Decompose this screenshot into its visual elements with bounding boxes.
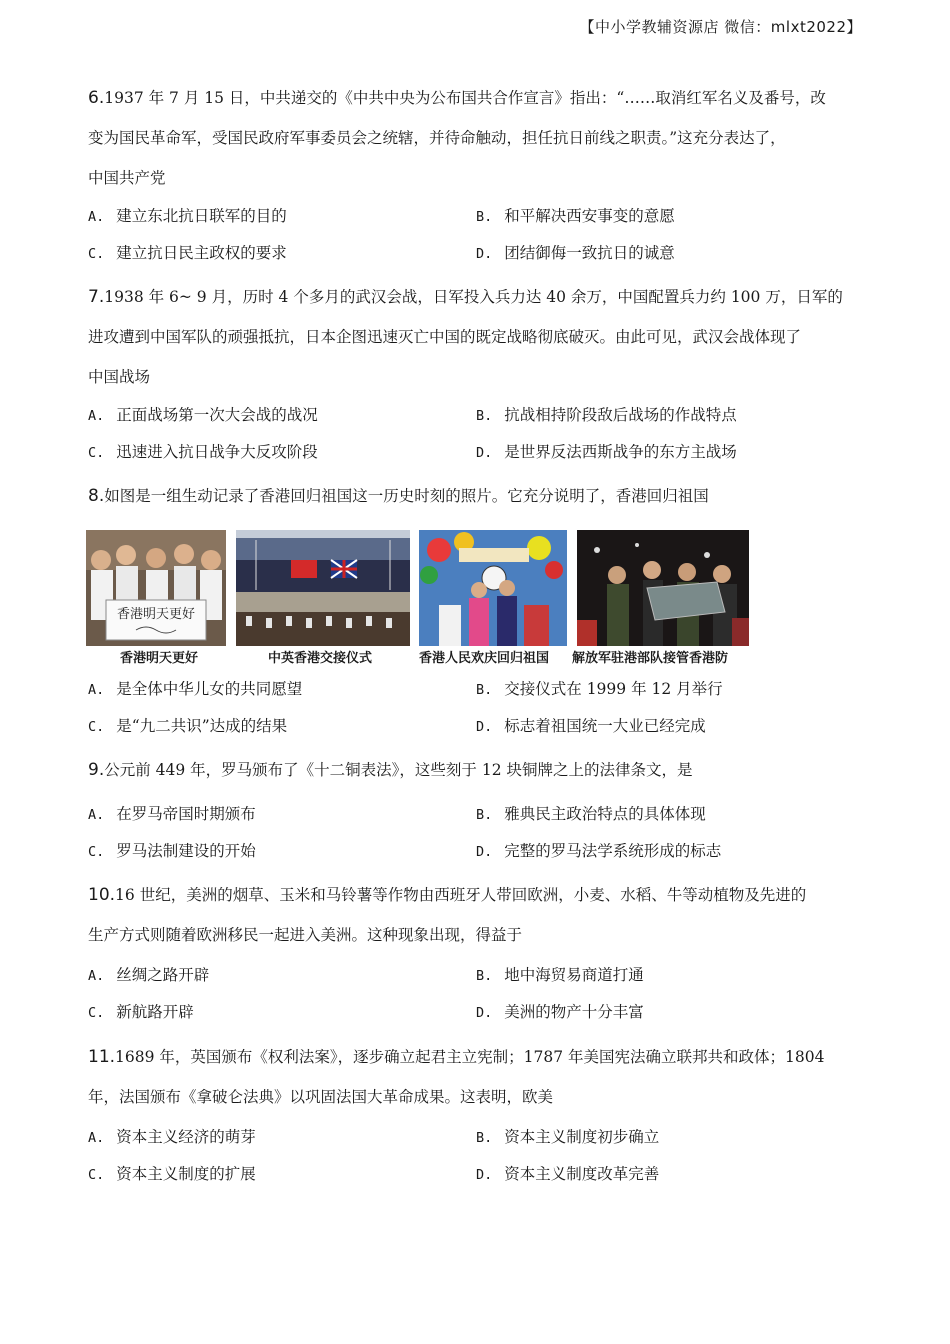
question-number: 10. (88, 885, 116, 905)
option-c[interactable]: C. 建立抗日民主政权的要求 (88, 244, 287, 262)
question-text: 中国战场 (88, 368, 151, 386)
option-a[interactable]: A. 建立东北抗日联军的目的 (88, 207, 287, 225)
option-d[interactable]: D. 是世界反法西斯战争的东方主战场 (476, 443, 737, 461)
option-b[interactable]: B. 和平解决西安事变的意愿 (476, 207, 675, 225)
photo-caption: 中英香港交接仪式 (268, 651, 373, 666)
question-text: 年，法国颁布《拿破仑法典》以巩固法国大革命成果。这表明，欧美 (88, 1088, 554, 1106)
photo-caption: 香港明天更好 (120, 651, 199, 666)
option-c[interactable]: C. 罗马法制建设的开始 (88, 842, 256, 860)
question-10 (88, 875, 863, 955)
question-text: 变为国民革命军，受国民政府军事委员会之统辖，并待命触动，担任抗日前线之职责。”这充分表达了， (88, 129, 786, 147)
option-b[interactable]: B. 雅典民主政治特点的具体体现 (476, 805, 706, 823)
question-text: 1937 年 7 月 15 日，中共递交的《中共中央为公布国共合作宣言》指出：“……取消红军名义及番号，改 (104, 89, 826, 107)
option-c[interactable]: C. 新航路开辟 (88, 1003, 194, 1021)
photo-hk-better-tomorrow (86, 530, 226, 646)
option-d[interactable]: D. 标志着祖国统一大业已经完成 (476, 717, 706, 735)
photo-caption: 解放军驻港部队接管香港防 (572, 651, 729, 666)
question-number: 8. (88, 486, 105, 506)
option-b[interactable]: B. 交接仪式在 1999 年 12 月举行 (476, 680, 723, 698)
question-9 (88, 750, 863, 790)
question-text: 16 世纪，美洲的烟草、玉米和马铃薯等作物由西班牙人带回欧洲，小麦、水稻、牛等动植物及先进的 (115, 886, 807, 904)
option-c[interactable]: C. 资本主义制度的扩展 (88, 1165, 256, 1183)
question-number: 6. (88, 88, 105, 108)
question-text: 1689 年，英国颁布《权利法案》，逐步确立起君主立宪制；1787 年美国宪法确立联邦共和政体；1804 (115, 1048, 825, 1066)
option-a[interactable]: A. 是全体中华儿女的共同愿望 (88, 680, 303, 698)
question-number: 9. (88, 760, 105, 780)
question-7 (88, 277, 863, 397)
question-number: 11. (88, 1047, 116, 1067)
question-text: 如图是一组生动记录了香港回归祖国这一历史时刻的照片。它充分说明了，香港回归祖国 (104, 487, 709, 505)
question-6 (88, 78, 863, 198)
question-text: 生产方式则随着欧洲移民一起进入美洲。这种现象出现，得益于 (88, 926, 523, 944)
option-c[interactable]: C. 是“九二共识”达成的结果 (88, 717, 288, 735)
question-text: 公元前 449 年，罗马颁布了《十二铜表法》，这些刻于 12 块铜牌之上的法律条文，是 (104, 761, 693, 779)
page-header: 【中小学教辅资源店 微信：mlxt2022】 (579, 18, 862, 36)
question-number: 7. (88, 287, 105, 307)
question-11 (88, 1037, 863, 1117)
photo-celebration (419, 530, 567, 646)
option-a[interactable]: A. 在罗马帝国时期颁布 (88, 805, 256, 823)
option-d[interactable]: D. 资本主义制度改革完善 (476, 1165, 660, 1183)
option-b[interactable]: B. 资本主义制度初步确立 (476, 1128, 660, 1146)
question-8 (88, 476, 863, 516)
photo-handover-ceremony (236, 530, 410, 646)
option-d[interactable]: D. 团结御侮一致抗日的诚意 (476, 244, 675, 262)
banner-text: 香港明天更好 (116, 607, 196, 622)
photo-caption: 香港人民欢庆回归祖国 (419, 651, 550, 666)
photo-pla-garrison (577, 530, 749, 646)
question-text: 中国共产党 (88, 169, 166, 187)
option-a[interactable]: A. 正面战场第一次大会战的战况 (88, 406, 318, 424)
option-b[interactable]: B. 抗战相持阶段敌后战场的作战特点 (476, 406, 737, 424)
option-b[interactable]: B. 地中海贸易商道打通 (476, 966, 644, 984)
option-c[interactable]: C. 迅速进入抗日战争大反攻阶段 (88, 443, 318, 461)
option-a[interactable]: A. 资本主义经济的萌芽 (88, 1128, 256, 1146)
question-text: 进攻遭到中国军队的顽强抵抗，日本企图迅速灭亡中国的既定战略彻底破灭。由此可见，武汉会战体现了 (88, 328, 802, 346)
option-d[interactable]: D. 美洲的物产十分丰富 (476, 1003, 644, 1021)
option-a[interactable]: A. 丝绸之路开辟 (88, 966, 210, 984)
question-text: 1938 年 6~ 9 月，历时 4 个多月的武汉会战，日军投入兵力达 40 余万，中国配置兵力约 100 万，日军的 (104, 288, 843, 306)
option-d[interactable]: D. 完整的罗马法学系统形成的标志 (476, 842, 722, 860)
